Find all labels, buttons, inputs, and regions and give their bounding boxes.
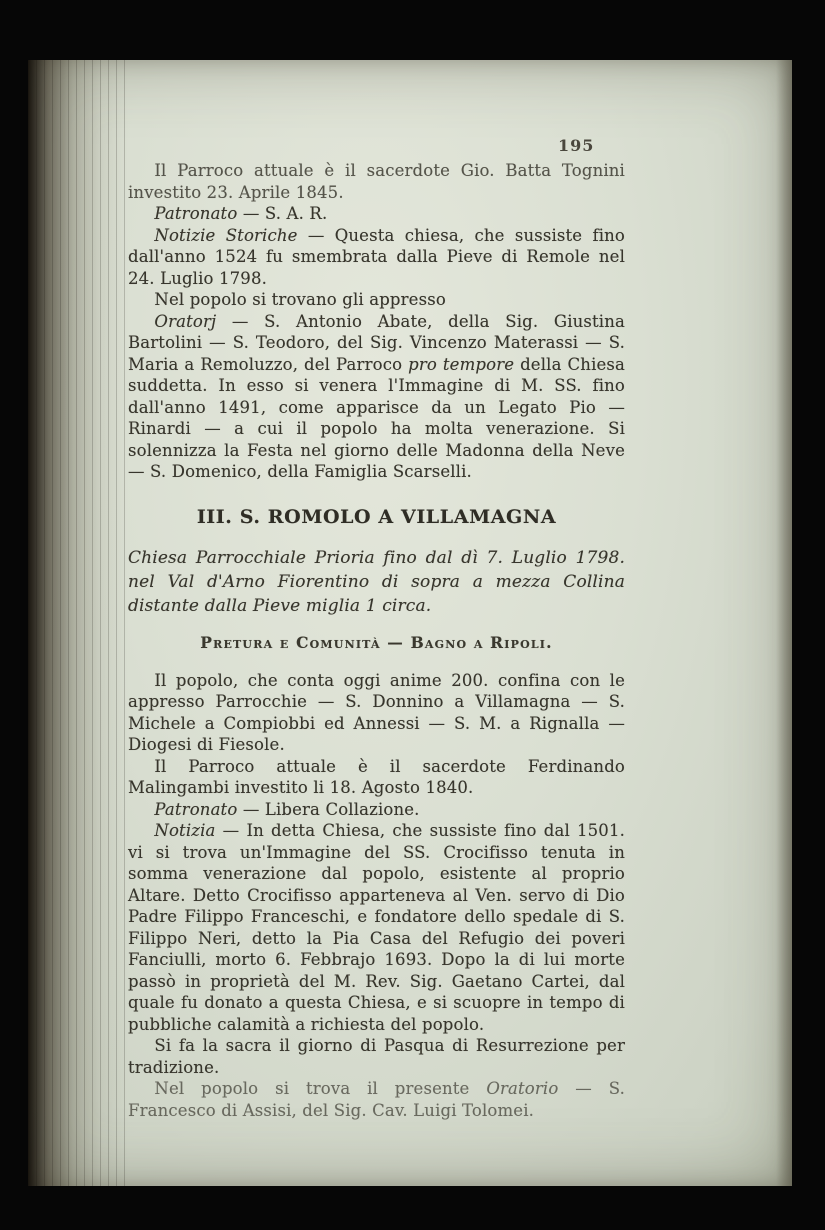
book-page [28,60,792,1186]
paragraph-sacra-pasqua [128,1035,625,1078]
paragraph-popolo-anime [128,670,625,756]
patronato-label: Patronato [154,204,238,223]
paragraph-text: Si fa la sacra il giorno di Pasqua di Resurrezione per tradizione. [128,1036,625,1077]
paragraph-text: Il popolo, che conta oggi anime 200. confina con le appresso Parrocchie — S. Donnino a Villamagna — S. Michele a Compiobbi ed Annessi — S. M. a Rignalla — Diogesi di Fiesole. [128,670,625,754]
oratorio-term: Oratorio [486,1079,559,1098]
paragraph-nel-popolo [128,289,625,311]
paragraph-text: Il Parroco attuale è il sacerdote Gio. Batta Tognini investito 23. Aprile 1845. [128,161,625,202]
paragraph-patronato-sar [128,203,625,225]
paragraph-parroco-tognini [128,160,625,203]
notizia-text: — In detta Chiesa, che sussiste fino dal 1501. vi si trova un'Immagine del SS. Crocifisso tenuta in somma venerazione dal popolo, esistente al proprio Altare. Detto Crocifisso apparteneva al Ven. servo di Dio Padre Filippo Franceschi, e fondatore dello spedale di S. Filippo Neri, detto la Pia Casa del Refugio dei poveri Fanciulli, morto 6. Febbrajo 1693. Dopo la di lui morte passò in proprietà del M. Rev. Sig. Gaetano Cartei, dal quale fu donato a questa Chiesa, e si scuopre in tempo di pubbliche calamità a richiesta del popolo. [128,821,625,1034]
pro-tempore-term: pro tempore [408,354,515,374]
notizie-storiche-text: — Questa chiesa, che sussiste fino dall'anno 1524 fu smembrata dalla Pieve di Remole nel 24. Luglio 1798. [128,225,625,288]
paragraph-oratorj [128,311,625,483]
oratorio-text-pre: Nel popolo si trova il presente [154,1079,487,1098]
oratorj-text-2: della Chiesa suddetta. In esso si venera l'Immagine di M. SS. fino dall'anno 1491, come apparisce da un Legato Pio — Rinardi — a cui il popolo ha molta venerazione. Si solennizza la Festa nel giorno delle Madonna della Neve — S. Domenico, della Famiglia Scarselli. [128,354,626,481]
paragraph-text: Nel popolo si trovano gli appresso [154,290,446,309]
oratorj-text-1: — S. Antonio Abate, della Sig. Giustina Bartolini — S. Teodoro, del Sig. Vincenzo Materassi — S. Maria a Remoluzzo, del Parroco [128,311,625,374]
oratorj-label: Oratorj [154,311,217,331]
page-content [128,160,625,1121]
patronato-value: — Libera Collazione. [237,799,420,819]
binding-gutter [28,60,128,1186]
paragraph-oratorio-s-francesco [128,1078,625,1121]
patronato-label: Patronato [154,799,238,819]
page-number: 195 [558,136,595,155]
paragraph-notizia-crocifisso [128,820,625,1035]
notizie-storiche-label: Notizie Storiche [154,225,298,245]
paragraph-notizie-storiche [128,225,625,290]
pretura-comunita-line: Pretura e Comunità — Bagno a Ripoli. [200,633,553,652]
patronato-value: — S. A. R. [237,204,328,223]
oratorio-text-post: — S. Francesco di Assisi, del Sig. Cav. Luigi Tolomei. [128,1079,625,1120]
paragraph-text: Il Parroco attuale è il sacerdote Ferdinando Malingambi investito li 18. Agosto 1840. [128,756,625,797]
paragraph-patronato-collazione [128,799,625,821]
section-heading-villamagna: III. S. ROMOLO A VILLAMAGNA [196,505,557,528]
church-description: Chiesa Parrocchiale Prioria fino dal dì 7. Luglio 1798. nel Val d'Arno Fiorentino di sopra a mezza Collina distante dalla Pieve miglia 1 circa. [128,548,625,616]
paragraph-parroco-malingambi [128,756,625,799]
notizia-label: Notizia [154,821,216,840]
